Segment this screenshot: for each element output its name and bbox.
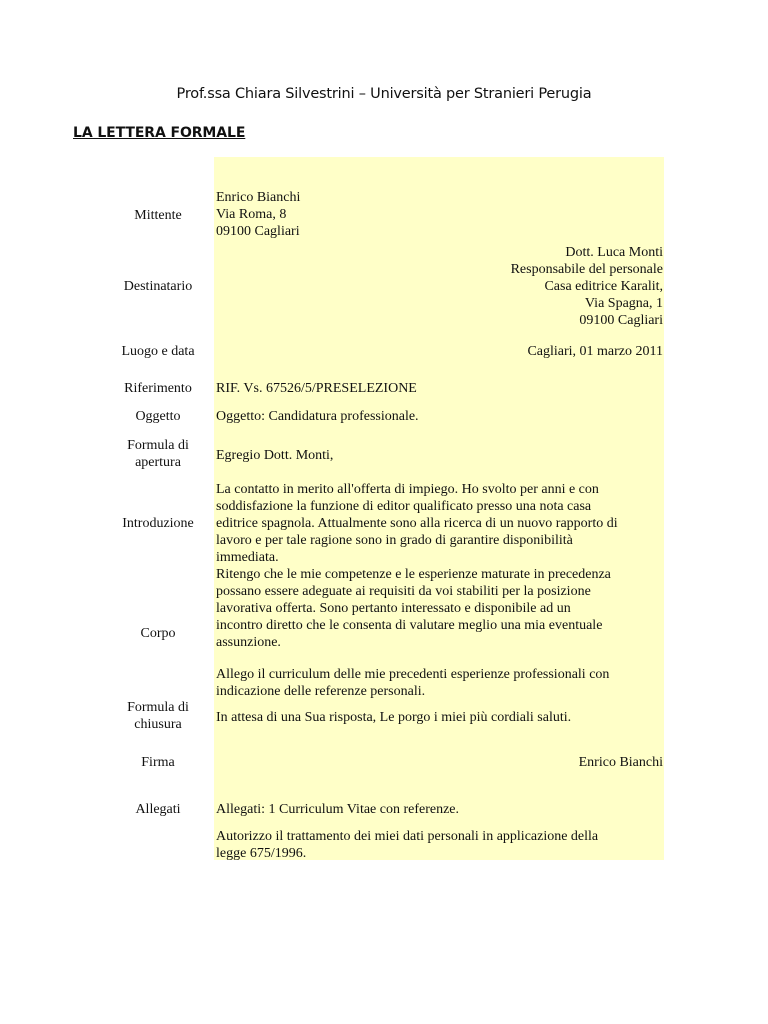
- introduzione-block: [216, 481, 663, 566]
- destinatario-line: Casa editrice Karalit,: [544, 279, 663, 294]
- destinatario-line: Responsabile del personale: [510, 262, 663, 277]
- chiusura-text: In attesa di una Sua risposta, Le porgo i miei più cordiali saluti.: [216, 710, 572, 725]
- label-firma: Firma: [141, 755, 175, 770]
- allego-line: indicazione delle referenze personali.: [216, 684, 426, 699]
- introduzione-line: editrice spagnola. Attualmente sono alla ricerca di un nuovo rapporto di: [216, 516, 618, 531]
- destinatario-line: Via Spagna, 1: [584, 296, 663, 311]
- label-line: apertura: [135, 455, 181, 470]
- firma-text: Enrico Bianchi: [578, 755, 663, 770]
- label-corpo: Corpo: [140, 626, 176, 641]
- privacy-line: legge 675/1996.: [216, 846, 307, 861]
- destinatario-line: 09100 Cagliari: [579, 313, 663, 328]
- oggetto-text: Oggetto: Candidatura professionale.: [216, 409, 419, 424]
- introduzione-line: lavoro e per tale ragione sono in grado di garantire disponibilità: [216, 533, 573, 548]
- introduzione-line: La contatto in merito all'offerta di impiego. Ho svolto per anni e con: [216, 482, 599, 497]
- introduzione-line: soddisfazione la funzione di editor qualificato presso una nota casa: [216, 499, 592, 514]
- corpo-line: Ritengo che le mie competenze e le esperienze maturate in precedenza: [216, 567, 611, 582]
- allego-line: Allego il curriculum delle mie precedenti esperienze professionali con: [216, 667, 610, 682]
- riferimento-text: RIF. Vs. 67526/5/PRESELEZIONE: [216, 381, 417, 396]
- privacy-block: [216, 828, 663, 862]
- document-header: Prof.ssa Chiara Silvestrini – Università per Stranieri Perugia: [176, 86, 592, 102]
- label-luogo-data: Luogo e data: [121, 344, 195, 359]
- mittente-line: Enrico Bianchi: [216, 190, 301, 205]
- destinatario-line: Dott. Luca Monti: [565, 245, 663, 260]
- corpo-line: assunzione.: [216, 635, 281, 650]
- label-mittente: Mittente: [134, 208, 182, 223]
- luogo-data-text: Cagliari, 01 marzo 2011: [527, 344, 663, 359]
- corpo-line: lavorativa offerta. Sono pertanto interessato e disponibile ad un: [216, 601, 571, 616]
- allegati-text: Allegati: 1 Curriculum Vitae con referenze.: [216, 802, 460, 817]
- label-formula-apertura: [108, 437, 208, 471]
- corpo-block: [216, 566, 663, 651]
- label-riferimento: Riferimento: [124, 381, 192, 396]
- label-line: chiusura: [134, 717, 182, 732]
- destinatario-block: [216, 244, 663, 329]
- label-line: Formula di: [127, 438, 189, 453]
- corpo-line: possano essere adeguate ai requisiti da voi stabiliti per la posizione: [216, 584, 591, 599]
- corpo-line: incontro diretto che le consenta di valutare meglio una mia eventuale: [216, 618, 603, 633]
- label-line: Formula di: [127, 700, 189, 715]
- mittente-line: Via Roma, 8: [216, 207, 287, 222]
- apertura-text: Egregio Dott. Monti,: [216, 448, 334, 463]
- label-introduzione: Introduzione: [122, 516, 194, 531]
- label-formula-chiusura: [108, 699, 208, 733]
- introduzione-line: immediata.: [216, 550, 279, 565]
- label-allegati: Allegati: [135, 802, 181, 817]
- mittente-line: 09100 Cagliari: [216, 224, 300, 239]
- label-destinatario: Destinatario: [123, 279, 193, 294]
- allego-block: [216, 666, 663, 700]
- section-title: LA LETTERA FORMALE: [73, 125, 246, 141]
- label-oggetto: Oggetto: [135, 409, 181, 424]
- mittente-block: [216, 189, 663, 240]
- privacy-line: Autorizzo il trattamento dei miei dati personali in applicazione della: [216, 829, 599, 844]
